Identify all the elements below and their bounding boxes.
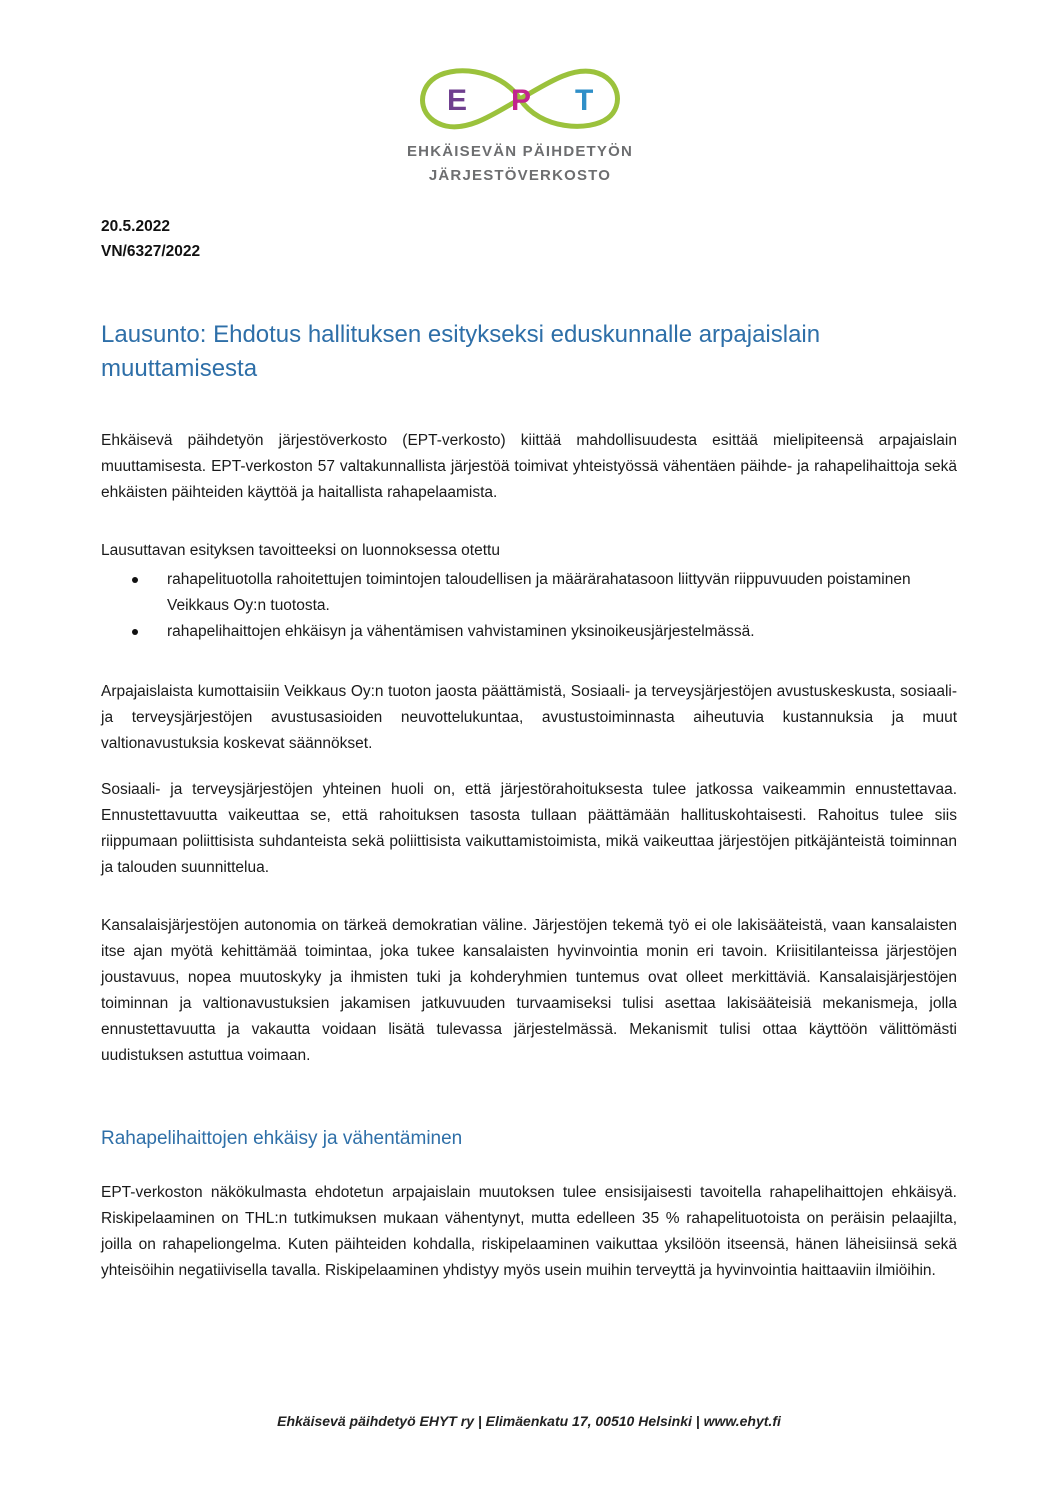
logo-letter-t: T [575,84,594,117]
goals-lead: Lausuttavan esityksen tavoitteeksi on luonnoksessa otettu [101,542,500,559]
page-footer: Ehkäisevä päihdetyö EHYT ry | Elimäenkatu 17, 00510 Helsinki | www.ehyt.fi [277,1413,781,1429]
goals-list-item [101,619,957,645]
intro-paragraph: Ehkäisevä päihdetyön järjestöverkosto (EPT-verkosto) kiittää mahdollisuudesta esittää mielipiteensä arpajaislain muuttamisesta. EPT-verkoston 57 valtakunnallista järjestöä toimivat yhteistyössä vähentäen päihde- ja rahapelihaittoja sekä ehkäisten päihteiden käyttöä ja haitallista rahapelaamista. [101,432,957,501]
logo-letter-e: E [447,84,468,117]
document-title: Lausunto: Ehdotus hallituksen esitykseksi eduskunnalle arpajaislain muuttamisesta [101,321,821,382]
ept-logo-mark [410,58,630,140]
harm-section-heading: Rahapelihaittojen ehkäisy ja vähentäminen [101,1128,463,1149]
document-meta [101,214,200,264]
harm-paragraph: EPT-verkoston näkökulmasta ehdotetun arpajaislain muutoksen tulee ensisijaisesti tavoitella rahapelihaittojen ehkäisyä. Riskipelaaminen on THL:n tutkimuksen mukaan vähentynyt, mutta edelleen 35 % rahapelituotoista on peräisin pelaajilta, joilla on rahapeliongelma. Kuten päihteiden kohdalla, riskipelaaminen vaikuttaa yksilöön itseensä, hänen läheisiinsä sekä yhteisöihin negatiivisella tavalla. Riskipelaaminen yhdistyy myös usein muihin terveyttä ja hyvinvointia haittaaviin ilmiöihin. [101,1184,957,1279]
autonomy-paragraph: Kansalaisjärjestöjen autonomia on tärkeä demokratian väline. Järjestöjen tekemä työ ei ole lakisääteistä, vaan kansalaisten itse ajan myötä kehittämää toimintaa, joka tukee kansalaisten hyvinvointia monin eri tavoin. Kriisitilanteissa järjestöjen joustavuus, nopea muutoskyky ja ihmisten tuki ja kohderyhmien tuntemus ovat olleet merkittäviä. Kansalaisjärjestöjen toiminnan ja valtionavustuksien jakamisen jatkuvuuden turvaamiseksi tulisi asettaa lakisääteisiä mekanismeja, jolla ennustettavuutta ja vakautta voidaan lisätä tulevassa järjestelmässä. Mekanismit tulisi ottaa käyttöön välittömästi uudistuksen astuttua voimaan. [101,917,957,1064]
logo-line-1: EHKÄISEVÄN PÄIHDETYÖN [406,143,634,160]
ept-logo [395,58,645,198]
goals-list [101,567,957,645]
goal-text-1: rahapelituotolla rahoitettujen toimintojen taloudellisen ja määrärahatasoon liittyvän riippuvuuden poistaminen Veikkaus Oy:n tuotosta. [167,571,911,614]
logo-line-2: JÄRJESTÖVERKOSTO [428,167,612,184]
concern-paragraph: Sosiaali- ja terveysjärjestöjen yhteinen huoli on, että järjestörahoituksesta tulee jatkossa vaikeammin ennustettavaa. Ennustettavuutta vaikeuttaa se, että rahoituksen tasosta tullaan päättämään hallituskohtaisesti. Rahoitus tulee siis riippumaan poliittisista suhdanteista sekä poliittisista vaikuttamistoimista, mikä vaikeuttaa järjestöjen pitkäjänteistä toiminnan ja talouden suunnittelua. [101,781,957,876]
document-date: 20.5.2022 [101,218,170,235]
goal-text-2: rahapelihaittojen ehkäisyn ja vähentämisen vahvistaminen yksinoikeusjärjestelmässä. [167,623,755,640]
logo-letter-p: P [511,84,532,117]
document-reference: VN/6327/2022 [101,243,201,260]
bullet-icon [132,577,138,583]
goals-list-item [101,567,957,619]
bullet-icon [132,629,138,635]
repeal-paragraph: Arpajaislaista kumottaisiin Veikkaus Oy:n tuoton jaosta päättämistä, Sosiaali- ja terveysjärjestöjen avustuskeskusta, sosiaali- ja terveysjärjestöjen avustusasioiden neuvottelukuntaa, avustustoiminnasta aiheutuvia kustannuksia ja muut valtionavustuksia koskevat säännökset. [101,683,957,752]
